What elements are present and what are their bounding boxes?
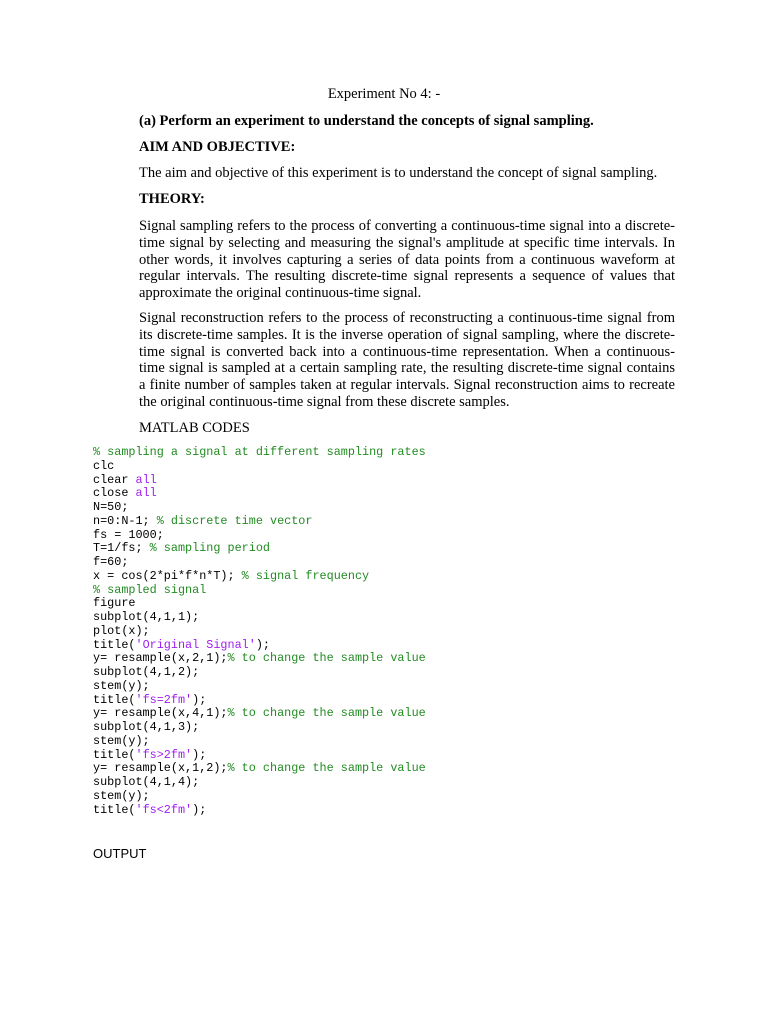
- code-line: [93, 597, 426, 611]
- code-line: [93, 570, 426, 584]
- theory-heading: THEORY:: [139, 191, 205, 207]
- code-line: [93, 652, 426, 666]
- code-text: subplot(4,1,1);: [93, 610, 200, 624]
- matlab-code-block: [93, 446, 426, 817]
- code-text: title(: [93, 747, 136, 762]
- code-text: n=0:N-1;: [93, 513, 157, 528]
- code-line: [93, 666, 426, 680]
- code-text: subplot(4,1,4);: [93, 775, 200, 789]
- code-line: [93, 542, 426, 556]
- code-line: [93, 762, 426, 776]
- code-keyword: all: [135, 486, 157, 501]
- code-line: [93, 790, 426, 804]
- code-line: [93, 707, 426, 721]
- code-text: stem(y);: [93, 788, 150, 803]
- code-text: subplot(4,1,2);: [93, 665, 200, 679]
- theory-paragraph-sampling: Signal sampling refers to the process of converting a continuous-time signal into a discrete-time signal by selecting and measuring the signal's amplitude at specific time intervals. In other words, it involves capturing a series of data points from a continuous waveform at regular intervals. The resulting discrete-time signal represents a sequence of values that approximate the original continuous-time signal.: [139, 218, 675, 302]
- code-comment: % sampled signal: [93, 582, 207, 597]
- code-string: 'Original Signal': [135, 637, 256, 652]
- code-text: clc: [93, 458, 115, 473]
- code-text: subplot(4,1,3);: [93, 720, 200, 734]
- code-line: [93, 584, 426, 598]
- code-line: [93, 446, 426, 460]
- code-string: 'fs<2fm': [135, 802, 193, 817]
- code-line: [93, 529, 426, 543]
- code-comment: % to change the sample value: [227, 651, 426, 666]
- code-text: stem(y);: [93, 678, 150, 693]
- code-comment: % to change the sample value: [227, 706, 426, 721]
- code-line: [93, 487, 426, 501]
- code-text: clear: [93, 472, 136, 487]
- code-line: [93, 625, 426, 639]
- code-keyword: all: [135, 472, 157, 487]
- code-line: [93, 776, 426, 790]
- code-line: [93, 515, 426, 529]
- code-line: [93, 721, 426, 735]
- code-line: [93, 639, 426, 653]
- code-text: y= resample(x,2,1);: [93, 651, 228, 666]
- code-comment: % sampling period: [149, 541, 270, 556]
- code-text: title(: [93, 637, 136, 652]
- code-text: f=60;: [93, 555, 129, 569]
- code-line: [93, 556, 426, 570]
- code-text: fs = 1000;: [93, 527, 164, 542]
- output-label: OUTPUT: [93, 846, 147, 861]
- code-string: 'fs=2fm': [135, 692, 193, 707]
- code-text: );: [192, 802, 207, 817]
- code-text: );: [192, 692, 207, 707]
- matlab-codes-heading: MATLAB CODES: [139, 420, 250, 436]
- code-text: );: [255, 637, 271, 652]
- code-comment: % signal frequency: [241, 568, 370, 583]
- theory-paragraph-reconstruction: Signal reconstruction refers to the process of reconstructing a continuous-time signal from its discrete-time samples. It is the inverse operation of signal sampling, where the discrete-time signal is converted back into a continuous-time representation. When a continuous-time signal is sampled at a certain sampling rate, the resulting discrete-time signal contains a finite number of samples taken at regular intervals. Signal reconstruction aims to recreate the original continuous-time signal from these discrete samples.: [139, 310, 675, 410]
- code-text: N=50;: [93, 500, 129, 514]
- aim-heading: AIM AND OBJECTIVE:: [139, 139, 296, 155]
- code-text: stem(y);: [93, 733, 150, 748]
- code-text: x = cos(2*pi*f*n*T);: [93, 568, 242, 583]
- code-text: T=1/fs;: [93, 541, 150, 556]
- code-text: title(: [93, 692, 136, 707]
- code-text: plot(x);: [93, 623, 150, 638]
- experiment-title: Experiment No 4: -: [327, 86, 441, 102]
- code-text: );: [192, 747, 207, 762]
- code-line: [93, 460, 426, 474]
- aim-text: The aim and objective of this experiment is to understand the concept of signal sampling.: [139, 165, 658, 181]
- code-line: [93, 474, 426, 488]
- code-comment: % sampling a signal at different sampling rates: [93, 445, 426, 459]
- code-text: figure: [93, 596, 136, 611]
- code-line: [93, 749, 426, 763]
- experiment-subtitle: (a) Perform an experiment to understand the concepts of signal sampling.: [139, 113, 594, 129]
- code-line: [93, 694, 426, 708]
- code-line: [93, 501, 426, 515]
- code-text: title(: [93, 802, 136, 817]
- code-text: y= resample(x,4,1);: [93, 706, 228, 721]
- code-line: [93, 735, 426, 749]
- code-line: [93, 680, 426, 694]
- code-text: y= resample(x,1,2);: [93, 761, 228, 776]
- code-line: [93, 804, 426, 818]
- code-comment: % to change the sample value: [227, 761, 426, 776]
- code-comment: % discrete time vector: [156, 513, 313, 528]
- code-text: close: [93, 486, 136, 501]
- code-line: [93, 611, 426, 625]
- code-string: 'fs>2fm': [135, 747, 193, 762]
